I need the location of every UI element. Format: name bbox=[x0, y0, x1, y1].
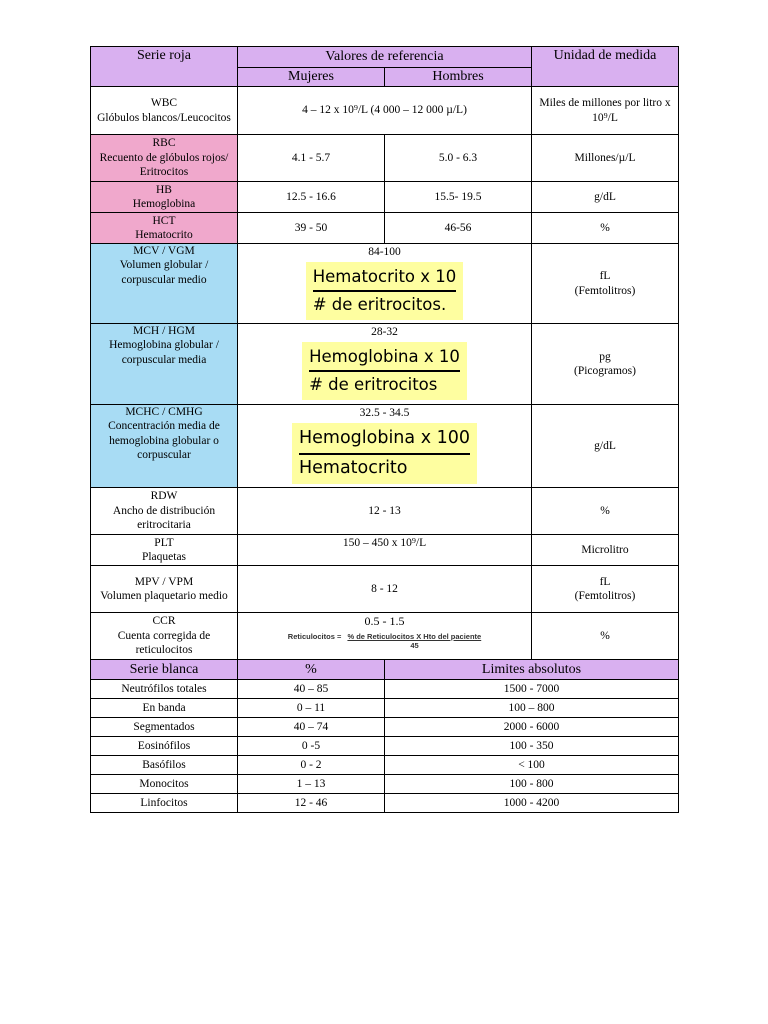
unit-label: (Femtolitros) bbox=[574, 590, 636, 602]
wbc-type: En banda bbox=[91, 699, 238, 718]
table-row bbox=[91, 756, 679, 775]
param-name: CCR bbox=[152, 615, 176, 628]
formula-box bbox=[292, 423, 477, 484]
param-cell bbox=[91, 182, 238, 213]
wbc-type: Monocitos bbox=[91, 775, 238, 794]
value-cell: 4 – 12 x 10⁹/L (4 000 – 12 000 µ/L) bbox=[238, 87, 532, 135]
table-row bbox=[91, 718, 679, 737]
wbc-type: Eosinófilos bbox=[91, 737, 238, 756]
header-percent: % bbox=[238, 660, 385, 680]
param-desc: Hemoglobina globular / corpuscular media bbox=[109, 339, 219, 366]
param-cell bbox=[91, 87, 238, 135]
unit-cell: % bbox=[532, 488, 679, 535]
formula-denominator: # de eritrocitos. bbox=[312, 295, 447, 315]
param-cell bbox=[91, 535, 238, 566]
param-desc: Recuento de glóbulos rojos/ Eritrocitos bbox=[99, 151, 229, 179]
param-name: RBC bbox=[152, 137, 176, 150]
param-cell bbox=[91, 213, 238, 244]
wbc-percent: 40 – 74 bbox=[238, 718, 385, 737]
row-mcv bbox=[91, 244, 679, 324]
range-value: 28-32 bbox=[371, 326, 398, 338]
formula-numerator: Hemoglobina x 10 bbox=[309, 345, 460, 372]
param-desc: Plaquetas bbox=[141, 551, 187, 563]
unit-cell: g/dL bbox=[532, 182, 679, 213]
reference-values-table bbox=[90, 46, 679, 813]
unit-symbol: fL bbox=[599, 575, 611, 588]
row-wbc bbox=[91, 87, 679, 135]
row-hb bbox=[91, 182, 679, 213]
mujeres-value: 12.5 - 16.6 bbox=[238, 182, 385, 213]
unit-label: (Femtolitros) bbox=[574, 284, 636, 297]
value-cell bbox=[238, 613, 532, 660]
param-cell bbox=[91, 488, 238, 535]
row-mpv bbox=[91, 566, 679, 613]
param-name: MPV / VPM bbox=[134, 575, 194, 588]
unit-symbol: pg bbox=[599, 350, 611, 363]
unit-cell: % bbox=[532, 613, 679, 660]
unit-label: (Picogramos) bbox=[574, 365, 636, 377]
header-unidad-medida: Unidad de medida bbox=[532, 47, 679, 87]
wbc-percent: 0 - 2 bbox=[238, 756, 385, 775]
table-row bbox=[91, 794, 679, 813]
formula-box bbox=[302, 342, 467, 400]
table-row bbox=[91, 699, 679, 718]
unit-cell: Miles de millones por litro x 10⁹/L bbox=[532, 87, 679, 135]
wbc-percent: 0 -5 bbox=[238, 737, 385, 756]
header-serie-roja: Serie roja bbox=[91, 47, 238, 87]
header-serie-blanca: Serie blanca bbox=[91, 660, 238, 680]
value-cell bbox=[238, 244, 532, 324]
hombres-value: 15.5- 19.5 bbox=[385, 182, 532, 213]
row-mchc bbox=[91, 405, 679, 488]
param-desc: Glóbulos blancos/Leucocitos bbox=[97, 111, 231, 124]
table-row bbox=[91, 680, 679, 699]
wbc-absolute: < 100 bbox=[385, 756, 679, 775]
table-row bbox=[91, 737, 679, 756]
param-desc: Volumen globular / corpuscular medio bbox=[119, 259, 209, 286]
wbc-type: Neutrófilos totales bbox=[91, 680, 238, 699]
row-plt bbox=[91, 535, 679, 566]
range-value: 0.5 - 1.5 bbox=[364, 614, 405, 628]
param-desc: Concentración media de hemoglobina globular o corpuscular bbox=[108, 420, 220, 462]
unit-cell bbox=[532, 324, 679, 405]
param-cell bbox=[91, 244, 238, 324]
unit-cell: Millones/µ/L bbox=[532, 135, 679, 182]
formula-box bbox=[306, 262, 464, 320]
unit-cell: Microlitro bbox=[532, 535, 679, 566]
param-name: HB bbox=[156, 183, 172, 196]
param-cell bbox=[91, 613, 238, 660]
row-hct bbox=[91, 213, 679, 244]
wbc-type: Segmentados bbox=[91, 718, 238, 737]
row-serie-blanca-header bbox=[91, 660, 679, 680]
formula-numerator: % de Reticulocitos X Hto del paciente bbox=[347, 632, 482, 641]
wbc-percent: 12 - 46 bbox=[238, 794, 385, 813]
formula-denominator: 45 bbox=[410, 641, 419, 650]
row-rdw bbox=[91, 488, 679, 535]
mujeres-value: 4.1 - 5.7 bbox=[238, 135, 385, 182]
param-name: MCHC / CMHG bbox=[125, 406, 203, 418]
header-valores-referencia: Valores de referencia bbox=[238, 47, 532, 68]
param-name: HCT bbox=[152, 214, 176, 227]
value-cell: 150 – 450 x 10⁹/L bbox=[238, 535, 532, 566]
param-cell bbox=[91, 324, 238, 405]
unit-cell bbox=[532, 244, 679, 324]
value-cell bbox=[238, 324, 532, 405]
wbc-absolute: 2000 - 6000 bbox=[385, 718, 679, 737]
formula-numerator: Hematocrito x 10 bbox=[313, 265, 457, 292]
row-ccr bbox=[91, 613, 679, 660]
range-value: 84-100 bbox=[368, 246, 401, 258]
param-desc: Hemoglobina bbox=[132, 198, 196, 210]
range-value: 32.5 - 34.5 bbox=[359, 407, 410, 419]
header-limites-absolutos: Limites absolutos bbox=[385, 660, 679, 680]
wbc-percent: 0 – 11 bbox=[238, 699, 385, 718]
wbc-percent: 1 – 13 bbox=[238, 775, 385, 794]
wbc-absolute: 1500 - 7000 bbox=[385, 680, 679, 699]
unit-cell bbox=[532, 566, 679, 613]
param-cell bbox=[91, 405, 238, 488]
wbc-absolute: 100 - 800 bbox=[385, 775, 679, 794]
param-desc: Ancho de distribución eritrocitaria bbox=[112, 504, 216, 532]
wbc-absolute: 100 – 800 bbox=[385, 699, 679, 718]
formula-denominator: Hematocrito bbox=[298, 457, 408, 478]
unit-cell: g/dL bbox=[532, 405, 679, 488]
header-mujeres: Mujeres bbox=[238, 68, 385, 87]
unit-symbol: fL bbox=[599, 270, 611, 283]
param-desc: Cuenta corregida de reticulocitos bbox=[117, 629, 211, 657]
value-cell: 8 - 12 bbox=[238, 566, 532, 613]
param-cell bbox=[91, 135, 238, 182]
unit-cell: % bbox=[532, 213, 679, 244]
wbc-type: Linfocitos bbox=[91, 794, 238, 813]
wbc-absolute: 100 - 350 bbox=[385, 737, 679, 756]
param-name: MCV / VGM bbox=[133, 245, 195, 257]
param-name: MCH / HGM bbox=[133, 325, 195, 337]
formula-numerator: Hemoglobina x 100 bbox=[299, 426, 470, 454]
hombres-value: 5.0 - 6.3 bbox=[385, 135, 532, 182]
row-mch bbox=[91, 324, 679, 405]
mujeres-value: 39 - 50 bbox=[238, 213, 385, 244]
param-name: PLT bbox=[154, 536, 174, 549]
param-desc: Hematocrito bbox=[135, 229, 193, 241]
value-cell: 12 - 13 bbox=[238, 488, 532, 535]
header-hombres: Hombres bbox=[385, 68, 532, 87]
ccr-formula bbox=[241, 632, 528, 650]
formula-denominator: # de eritrocitos bbox=[309, 375, 438, 395]
param-name: RDW bbox=[150, 490, 178, 503]
wbc-absolute: 1000 - 4200 bbox=[385, 794, 679, 813]
hombres-value: 46-56 bbox=[385, 213, 532, 244]
wbc-percent: 40 – 85 bbox=[238, 680, 385, 699]
table-row bbox=[91, 775, 679, 794]
param-desc: Volumen plaquetario medio bbox=[100, 590, 228, 602]
row-rbc bbox=[91, 135, 679, 182]
wbc-type: Basófilos bbox=[91, 756, 238, 775]
param-cell bbox=[91, 566, 238, 613]
param-name: WBC bbox=[150, 97, 178, 110]
value-cell bbox=[238, 405, 532, 488]
formula-lhs: Reticulocitos = bbox=[287, 632, 342, 641]
